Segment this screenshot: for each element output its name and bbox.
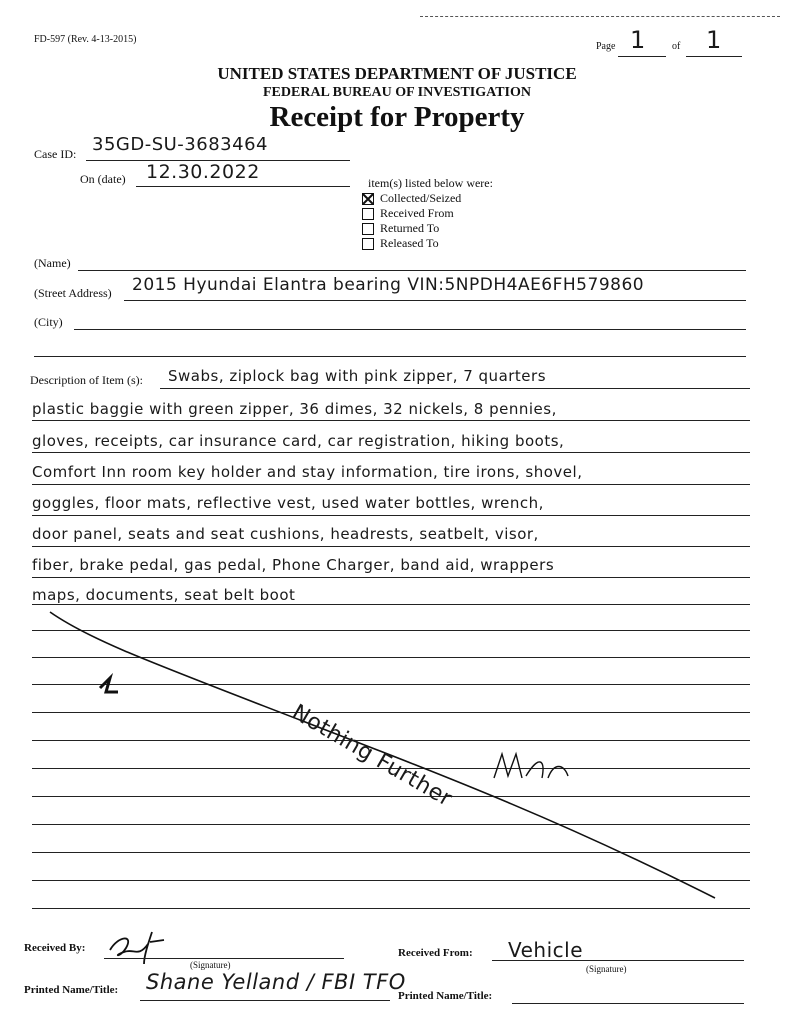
date-value: 12.30.2022 bbox=[146, 161, 260, 183]
ruled-line bbox=[32, 852, 750, 853]
city-line bbox=[74, 329, 746, 330]
page-total-line bbox=[686, 56, 742, 57]
received-from-signature-caption: (Signature) bbox=[586, 964, 627, 974]
checkbox-checked-icon[interactable] bbox=[362, 193, 374, 205]
extra-line bbox=[34, 356, 746, 357]
from-printed-name-label: Printed Name/Title: bbox=[398, 990, 493, 1002]
description-line: goggles, floor mats, reflective vest, used water bottles, wrench, bbox=[32, 494, 544, 512]
option-released-to[interactable] bbox=[362, 236, 439, 251]
received-by-line bbox=[104, 958, 344, 959]
ruled-line bbox=[32, 452, 750, 453]
name-label: (Name) bbox=[34, 256, 71, 270]
ruled-line bbox=[32, 908, 750, 909]
received-by-signature bbox=[104, 928, 194, 968]
received-by-signature-caption: (Signature) bbox=[190, 960, 231, 970]
page-number-line bbox=[618, 56, 666, 57]
nothing-further-note: Nothing Further bbox=[287, 700, 457, 812]
ruled-line bbox=[32, 824, 750, 825]
page-number: 1 bbox=[630, 26, 646, 54]
of-label: of bbox=[672, 41, 681, 52]
received-from-line bbox=[492, 960, 744, 961]
printed-name-value: Shane Yelland / FBI TFO bbox=[146, 970, 406, 994]
description-line: plastic baggie with green zipper, 36 dimes, 32 nickels, 8 pennies, bbox=[32, 400, 557, 418]
description-line: maps, documents, seat belt boot bbox=[32, 586, 296, 604]
top-rule bbox=[420, 16, 780, 17]
checkbox-icon[interactable] bbox=[362, 208, 374, 220]
initials-mark bbox=[490, 748, 570, 798]
page-total: 1 bbox=[706, 26, 722, 54]
form-number: FD-597 (Rev. 4-13-2015) bbox=[34, 34, 137, 45]
ruled-line bbox=[32, 420, 750, 421]
ruled-line bbox=[32, 796, 750, 797]
ruled-line bbox=[32, 880, 750, 881]
bureau-heading: FEDERAL BUREAU OF INVESTIGATION bbox=[263, 85, 531, 100]
page-label: Page bbox=[596, 41, 616, 52]
ruled-line bbox=[32, 712, 750, 713]
option-label: Released To bbox=[380, 236, 439, 250]
ruled-line bbox=[160, 388, 750, 389]
ruled-line bbox=[32, 657, 750, 658]
ruled-line bbox=[32, 546, 750, 547]
description-line: door panel, seats and seat cushions, headrests, seatbelt, visor, bbox=[32, 525, 539, 543]
case-id-value: 35GD-SU-3683464 bbox=[92, 134, 268, 155]
street-label: (Street Address) bbox=[34, 286, 112, 300]
department-heading: UNITED STATES DEPARTMENT OF JUSTICE bbox=[217, 64, 577, 83]
received-from-label: Received From: bbox=[398, 947, 473, 959]
description-line: Swabs, ziplock bag with pink zipper, 7 quarters bbox=[168, 367, 547, 385]
description-line: Comfort Inn room key holder and stay information, tire irons, shovel, bbox=[32, 463, 583, 481]
disposition-intro: item(s) listed below were: bbox=[368, 176, 493, 190]
option-label: Collected/Seized bbox=[380, 191, 462, 205]
received-from-value: Vehicle bbox=[508, 938, 584, 962]
checkbox-icon[interactable] bbox=[362, 223, 374, 235]
ruled-line bbox=[32, 630, 750, 631]
option-returned-to[interactable] bbox=[362, 221, 439, 236]
date-label: On (date) bbox=[80, 172, 126, 186]
option-label: Received From bbox=[380, 206, 454, 220]
printed-name-line bbox=[140, 1000, 390, 1001]
street-line bbox=[124, 300, 746, 301]
case-id-label: Case ID: bbox=[34, 147, 77, 161]
from-printed-name-line bbox=[512, 1003, 744, 1004]
option-received-from[interactable] bbox=[362, 206, 454, 221]
ruled-line bbox=[32, 577, 750, 578]
ruled-line bbox=[32, 515, 750, 516]
ruled-line bbox=[32, 684, 750, 685]
printed-name-label: Printed Name/Title: bbox=[24, 984, 119, 996]
description-line: fiber, brake pedal, gas pedal, Phone Charger, band aid, wrappers bbox=[32, 556, 555, 574]
ruled-line bbox=[32, 604, 750, 605]
option-collected-seized[interactable] bbox=[362, 191, 461, 206]
received-by-label: Received By: bbox=[24, 942, 86, 954]
street-value: 2015 Hyundai Elantra bearing VIN:5NPDH4AE6FH579860 bbox=[132, 275, 645, 295]
name-line bbox=[78, 270, 746, 271]
city-label: (City) bbox=[34, 315, 63, 329]
ruled-line bbox=[32, 484, 750, 485]
form-title: Receipt for Property bbox=[269, 101, 525, 133]
date-line bbox=[136, 186, 350, 187]
ruled-line bbox=[32, 740, 750, 741]
description-label: Description of Item (s): bbox=[30, 373, 143, 387]
description-line: gloves, receipts, car insurance card, car registration, hiking boots, bbox=[32, 432, 565, 450]
option-label: Returned To bbox=[380, 221, 440, 235]
checkbox-icon[interactable] bbox=[362, 238, 374, 250]
